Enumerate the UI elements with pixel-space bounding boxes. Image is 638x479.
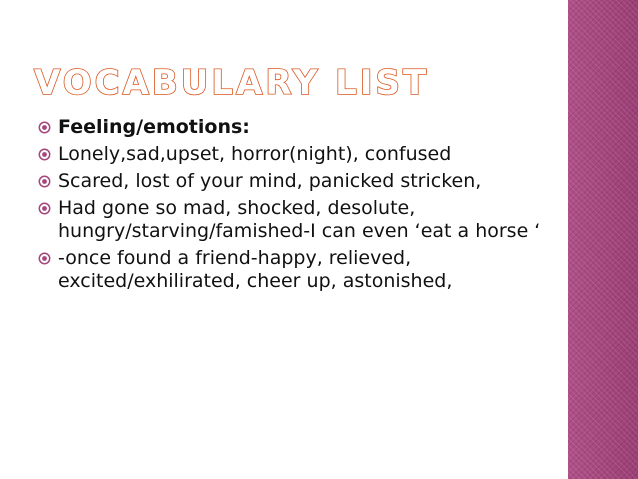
slide-title xyxy=(34,56,430,106)
list-item xyxy=(38,116,558,139)
bullet-text: Feeling/emotions: xyxy=(58,116,250,138)
circle-dot-icon xyxy=(38,247,58,270)
bullet-text: Had gone so mad, shocked, desolute, hungry/starving/famished-I can even ‘eat a horse ‘ xyxy=(58,197,541,242)
circle-dot-icon xyxy=(38,143,58,166)
slide-title-text: VOCABULARY LIST xyxy=(34,63,430,103)
list-item xyxy=(38,197,558,243)
bullet-list xyxy=(38,116,558,297)
list-item xyxy=(38,143,558,166)
bullet-text: -once found a friend-happy, relieved, excited/exhilirated, cheer up, astonished, xyxy=(58,247,453,292)
decorative-side-bar xyxy=(568,0,638,479)
bullet-text: Lonely,sad,upset, horror(night), confused xyxy=(58,143,452,165)
circle-dot-icon xyxy=(38,197,58,220)
circle-dot-icon xyxy=(38,116,58,139)
circle-dot-icon xyxy=(38,170,58,193)
bullet-text: Scared, lost of your mind, panicked stricken, xyxy=(58,170,482,192)
list-item xyxy=(38,247,558,293)
list-item xyxy=(38,170,558,193)
